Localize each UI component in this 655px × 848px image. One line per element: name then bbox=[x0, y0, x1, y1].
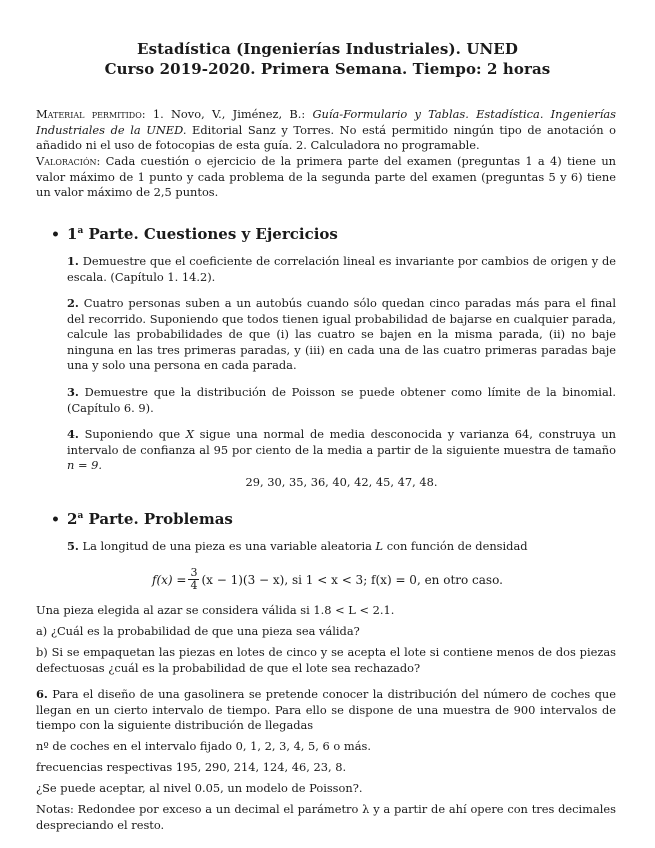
q2-text: Cuatro personas suben a un autobús cuando sólo quedan cinco paradas más para el final del recorrido. Suponiendo que todos tienen igual probabilidad de bajarse en cualquier parada, calcule las probabilidades de que (i) las cuatro se bajen en la misma parada, (ii) no baje ninguna en las tres primeras paradas, y (iii) en cada una de las cuatro primeras paradas baje una y solo una persona en cada parada. bbox=[67, 296, 616, 373]
q1-text: Demuestre que el coeficiente de correlación lineal es invariante por cambios de origen y de escala. (Capítulo 1. 14.2). bbox=[67, 254, 616, 284]
valoracion-label: Valoración: bbox=[36, 154, 101, 168]
q5-valid-condition: Una pieza elegida al azar se considera válida si 1.8 < L < 2.1. bbox=[36, 603, 395, 617]
q6-number: 6. bbox=[36, 687, 48, 701]
part1-title: Parte. Cuestiones y Ejercicios bbox=[83, 225, 338, 243]
q6-text: Para el diseño de una gasolinera se pretende conocer la distribución del número de coches que llegan en un cierto intervalo de tiempo. Para ello se dispone de una muestra de 900 intervalos de tiempo con la siguiente distribución de llegadas bbox=[36, 687, 616, 733]
material-label: Material permitido: bbox=[36, 107, 146, 121]
part2-title: Parte. Problemas bbox=[83, 510, 233, 528]
q6-question-line: ¿Se puede aceptar, al nivel 0.05, un modelo de Poisson?. bbox=[36, 781, 363, 795]
q4-number: 4. bbox=[67, 427, 79, 441]
q3-number: 3. bbox=[67, 385, 79, 399]
formula-lhs: f(x) = bbox=[152, 572, 187, 587]
material-post: Editorial Sanz y Torres. No está permitido ningún tipo de anotación o añadido ni el uso de fotocopias de esta guía. 2. Calculadora no programable. bbox=[36, 122, 616, 153]
q5-part-a: a) ¿Cuál es la probabilidad de que una pieza sea válida? bbox=[36, 624, 360, 638]
q2-number: 2. bbox=[67, 296, 79, 310]
formula-fraction bbox=[188, 567, 199, 592]
material-paragraph bbox=[36, 107, 616, 154]
q5-variable: L bbox=[375, 539, 384, 553]
question-6 bbox=[36, 687, 616, 734]
question-1 bbox=[67, 254, 616, 285]
part1-heading bbox=[51, 225, 338, 243]
part2-bullet: • bbox=[51, 512, 60, 528]
question-2 bbox=[67, 296, 616, 374]
q6-frequencies-line: frecuencias respectivas 195, 290, 214, 124, 46, 23, 8. bbox=[36, 760, 347, 774]
q5-number: 5. bbox=[67, 539, 79, 553]
fraction-numerator: 3 bbox=[190, 566, 198, 579]
part2-heading bbox=[51, 510, 233, 528]
q5-post: con función de densidad bbox=[383, 539, 528, 553]
part1-ordinal: 1 bbox=[67, 225, 78, 243]
q4-sample: 29, 30, 35, 36, 40, 42, 45, 47, 48. bbox=[245, 475, 438, 489]
exam-subtitle: Curso 2019-2020. Primera Semana. Tiempo: 2 horas bbox=[104, 60, 551, 78]
part2-sup: a bbox=[77, 511, 84, 521]
formula-rhs: (x − 1)(3 − x), si 1 < x < 3; f(x) = 0, en otro caso. bbox=[201, 572, 503, 587]
q5-pre: La longitud de una pieza es una variable aleatoria bbox=[78, 539, 376, 553]
density-formula bbox=[152, 567, 503, 592]
q5-part-b: b) Si se empaquetan las piezas en lotes de cinco y se acepta el lote si contiene menos de dos piezas defectuosas ¿cuál es la probabilidad de que el lote sea rechazado? bbox=[36, 645, 616, 675]
exam-title: Estadística (Ingenierías Industriales). UNED bbox=[137, 40, 518, 58]
question-5 bbox=[67, 539, 616, 555]
part2-ordinal: 2 bbox=[67, 510, 78, 528]
part1-sup: a bbox=[77, 226, 84, 236]
part1-bullet: • bbox=[51, 227, 60, 243]
q4-variable: X bbox=[185, 427, 194, 441]
material-book: Guía-Formulario y Tablas. Estadística. Ingenierías Industriales de la UNED. bbox=[36, 107, 616, 137]
question-3 bbox=[67, 385, 616, 416]
q6-notes: Notas: Redondee por exceso a un decimal el parámetro λ y a partir de ahí opere con tres decimales despreciando el resto. bbox=[36, 802, 616, 832]
q4-pre: Suponiendo que bbox=[78, 427, 186, 441]
valoracion-text: Cada cuestión o ejercicio de la primera parte del examen (preguntas 1 a 4) tiene un valor máximo de 1 punto y cada problema de la segunda parte del examen (preguntas 5 y 6) tiene un valor máximo de 2,5 puntos. bbox=[36, 154, 616, 200]
valoracion-paragraph bbox=[36, 154, 616, 201]
q1-number: 1. bbox=[67, 254, 79, 268]
q4-n: n = 9. bbox=[67, 458, 102, 473]
question-4 bbox=[67, 427, 616, 474]
q4-post: sigue una normal de media desconocida y varianza 64, construya un intervalo de confianza al 95 por ciento de la media a partir de la siguiente muestra de tamaño bbox=[67, 427, 616, 457]
q6-cars-line: nº de coches en el intervalo fijado 0, 1, 2, 3, 4, 5, 6 o más. bbox=[36, 739, 371, 753]
fraction-denominator: 4 bbox=[190, 579, 198, 592]
q3-text: Demuestre que la distribución de Poisson se puede obtener como límite de la binomial. (Capítulo 6. 9). bbox=[67, 385, 616, 415]
material-pre: 1. Novo, V., Jiménez, B.: bbox=[145, 107, 313, 121]
